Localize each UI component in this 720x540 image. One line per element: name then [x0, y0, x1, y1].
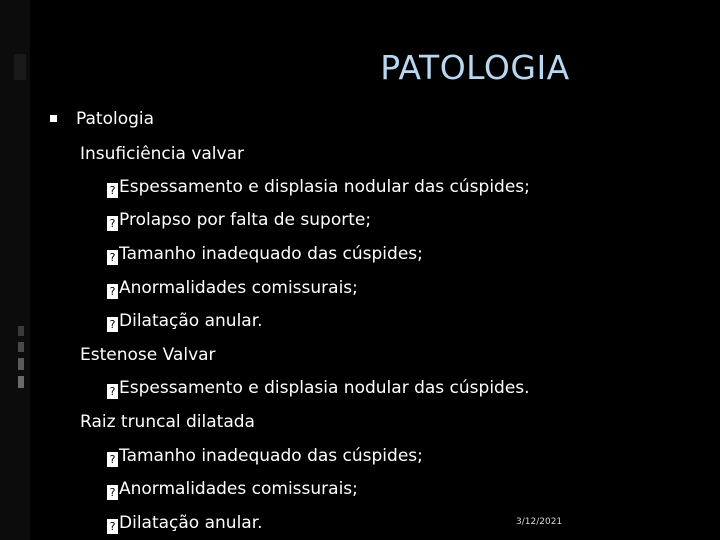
decoration-stripe — [18, 342, 24, 352]
bullet-text: Patologia — [76, 109, 155, 129]
list-item: ? Espessamento e displasia nodular das cúspides; — [107, 177, 530, 198]
missing-glyph-icon: ? — [107, 183, 118, 198]
list-item: ? Tamanho inadequado das cúspides; — [107, 244, 423, 265]
list-item: ? Dilatação anular. — [107, 513, 263, 534]
list-item: ? Dilatação anular. — [107, 311, 263, 332]
missing-glyph-icon: ? — [107, 519, 118, 534]
section-heading: Estenose Valvar — [80, 345, 216, 365]
decoration-stripe — [18, 376, 24, 388]
list-item: ? Espessamento e displasia nodular das cúspides. — [107, 378, 530, 399]
missing-glyph-icon: ? — [107, 216, 118, 231]
missing-glyph-icon: ? — [107, 317, 118, 332]
missing-glyph-icon: ? — [107, 284, 118, 299]
section-heading: Raiz truncal dilatada — [80, 412, 255, 432]
list-item: ? Anormalidades comissurais; — [107, 479, 358, 500]
section-heading: Insuficiência valvar — [80, 144, 244, 164]
slide-date: 3/12/2021 — [516, 517, 563, 527]
title-accent-bar — [14, 54, 26, 80]
list-item: ? Anormalidades comissurais; — [107, 278, 358, 299]
missing-glyph-icon: ? — [107, 452, 118, 467]
list-item: ? Tamanho inadequado das cúspides; — [107, 446, 423, 467]
missing-glyph-icon: ? — [107, 384, 118, 399]
missing-glyph-icon: ? — [107, 485, 118, 500]
list-item: ? Prolapso por falta de suporte; — [107, 210, 371, 231]
left-decoration-band — [0, 0, 30, 540]
decoration-stripe — [18, 326, 24, 336]
slide-title: PATOLOGIA — [380, 48, 570, 87]
decoration-stripe — [18, 358, 24, 370]
missing-glyph-icon: ? — [107, 250, 118, 265]
square-bullet-icon — [50, 115, 57, 122]
